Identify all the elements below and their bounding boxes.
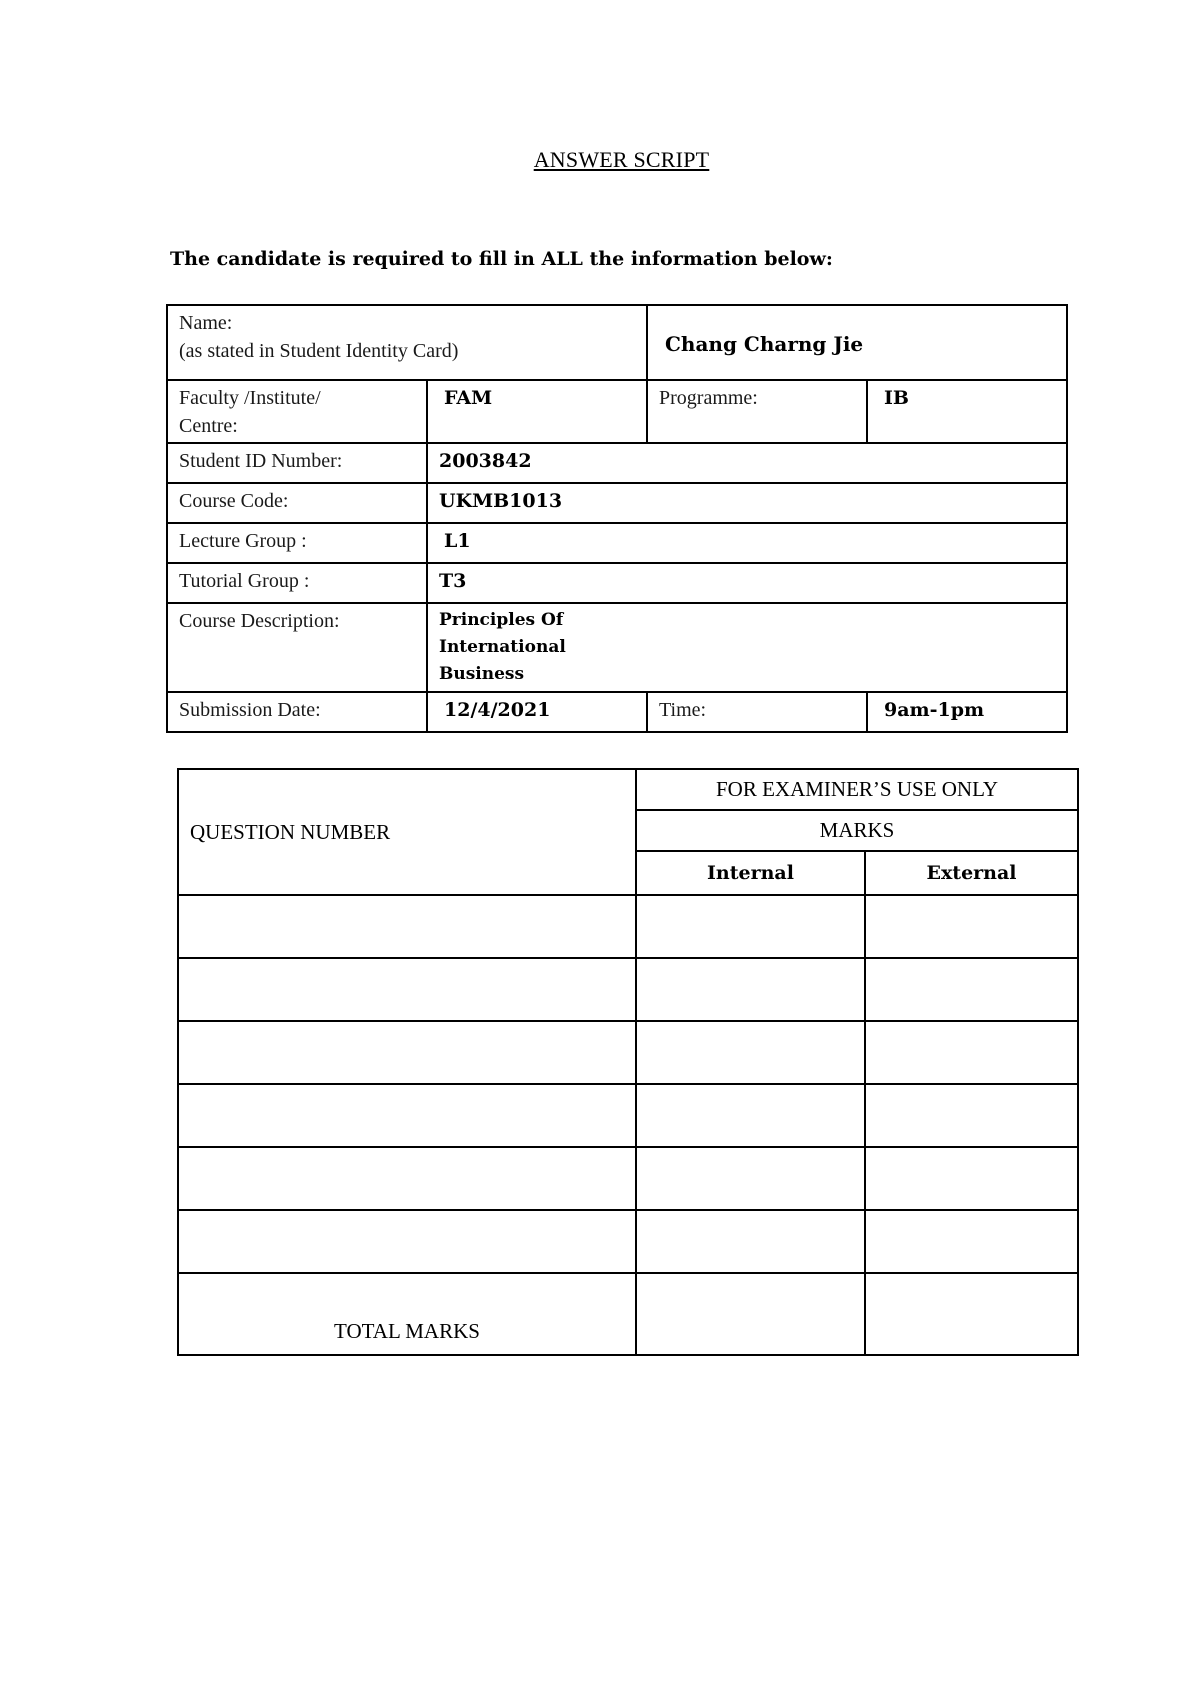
faculty-label-line-2: Centre: — [179, 415, 238, 437]
programme-field[interactable]: IB — [867, 380, 1067, 443]
total-external-cell[interactable] — [865, 1273, 1078, 1355]
tutorial-group-field[interactable]: T3 — [427, 563, 1067, 603]
faculty-label-cell — [167, 380, 427, 443]
table-row — [178, 1147, 1078, 1210]
question-number-cell[interactable] — [178, 1147, 636, 1210]
external-mark-cell[interactable] — [865, 1021, 1078, 1084]
course-description-field[interactable] — [427, 603, 1067, 692]
question-number-cell[interactable] — [178, 1084, 636, 1147]
tutorial-group-label: Tutorial Group : — [167, 563, 427, 603]
table-row — [178, 958, 1078, 1021]
student-id-row — [167, 443, 1067, 483]
external-mark-cell[interactable] — [865, 958, 1078, 1021]
total-marks-row — [178, 1273, 1078, 1355]
name-label-cell — [167, 305, 647, 380]
course-description-line: Principles Of — [439, 610, 564, 630]
lecture-group-label: Lecture Group : — [167, 523, 427, 563]
internal-header: Internal — [636, 851, 865, 895]
external-mark-cell[interactable] — [865, 1147, 1078, 1210]
internal-mark-cell[interactable] — [636, 895, 865, 958]
faculty-field[interactable]: FAM — [427, 380, 647, 443]
total-marks-label: TOTAL MARKS — [178, 1273, 636, 1355]
submission-row — [167, 692, 1067, 732]
external-mark-cell[interactable] — [865, 1084, 1078, 1147]
external-mark-cell[interactable] — [865, 1210, 1078, 1273]
table-row — [178, 1021, 1078, 1084]
page-title: ANSWER SCRIPT — [533, 147, 710, 172]
faculty-label-line-1: Faculty /Institute/ — [179, 387, 321, 409]
name-label: Name: — [179, 312, 233, 334]
total-internal-cell[interactable] — [636, 1273, 865, 1355]
question-number-cell[interactable] — [178, 1021, 636, 1084]
submission-date-label: Submission Date: — [167, 692, 427, 732]
internal-mark-cell[interactable] — [636, 1147, 865, 1210]
internal-mark-cell[interactable] — [636, 1084, 865, 1147]
internal-mark-cell[interactable] — [636, 958, 865, 1021]
tutorial-group-row — [167, 563, 1067, 603]
course-code-field[interactable]: UKMB1013 — [427, 483, 1067, 523]
course-description-line: International — [439, 637, 566, 657]
external-mark-cell[interactable] — [865, 895, 1078, 958]
lecture-group-row — [167, 523, 1067, 563]
name-field[interactable]: Chang Charng Jie — [647, 305, 1067, 380]
question-number-cell[interactable] — [178, 1210, 636, 1273]
marks-header: MARKS — [636, 810, 1078, 851]
candidate-info-table — [166, 304, 1068, 733]
time-field[interactable]: 9am-1pm — [867, 692, 1067, 732]
student-id-field[interactable]: 2003842 — [427, 443, 1067, 483]
external-header: External — [865, 851, 1078, 895]
question-number-header: QUESTION NUMBER — [178, 769, 636, 895]
course-code-row — [167, 483, 1067, 523]
course-description-line: Business — [439, 664, 525, 684]
examiner-use-header: FOR EXAMINER’S USE ONLY — [636, 769, 1078, 810]
faculty-row — [167, 380, 1067, 443]
programme-label: Programme: — [647, 380, 867, 443]
table-row — [178, 895, 1078, 958]
question-number-cell[interactable] — [178, 895, 636, 958]
student-id-label: Student ID Number: — [167, 443, 427, 483]
table-row — [178, 1210, 1078, 1273]
question-number-cell[interactable] — [178, 958, 636, 1021]
table-row — [178, 1084, 1078, 1147]
marks-header-row — [178, 769, 1078, 810]
course-description-row — [167, 603, 1067, 692]
lecture-group-field[interactable]: L1 — [427, 523, 1067, 563]
time-label: Time: — [647, 692, 867, 732]
submission-date-field[interactable]: 12/4/2021 — [427, 692, 647, 732]
name-sublabel: (as stated in Student Identity Card) — [179, 340, 459, 362]
internal-mark-cell[interactable] — [636, 1021, 865, 1084]
course-description-label: Course Description: — [167, 603, 427, 692]
instruction-text: The candidate is required to fill in ALL the information below: — [170, 248, 833, 270]
marks-table — [177, 768, 1079, 1356]
internal-mark-cell[interactable] — [636, 1210, 865, 1273]
name-row — [167, 305, 1067, 380]
course-code-label: Course Code: — [167, 483, 427, 523]
